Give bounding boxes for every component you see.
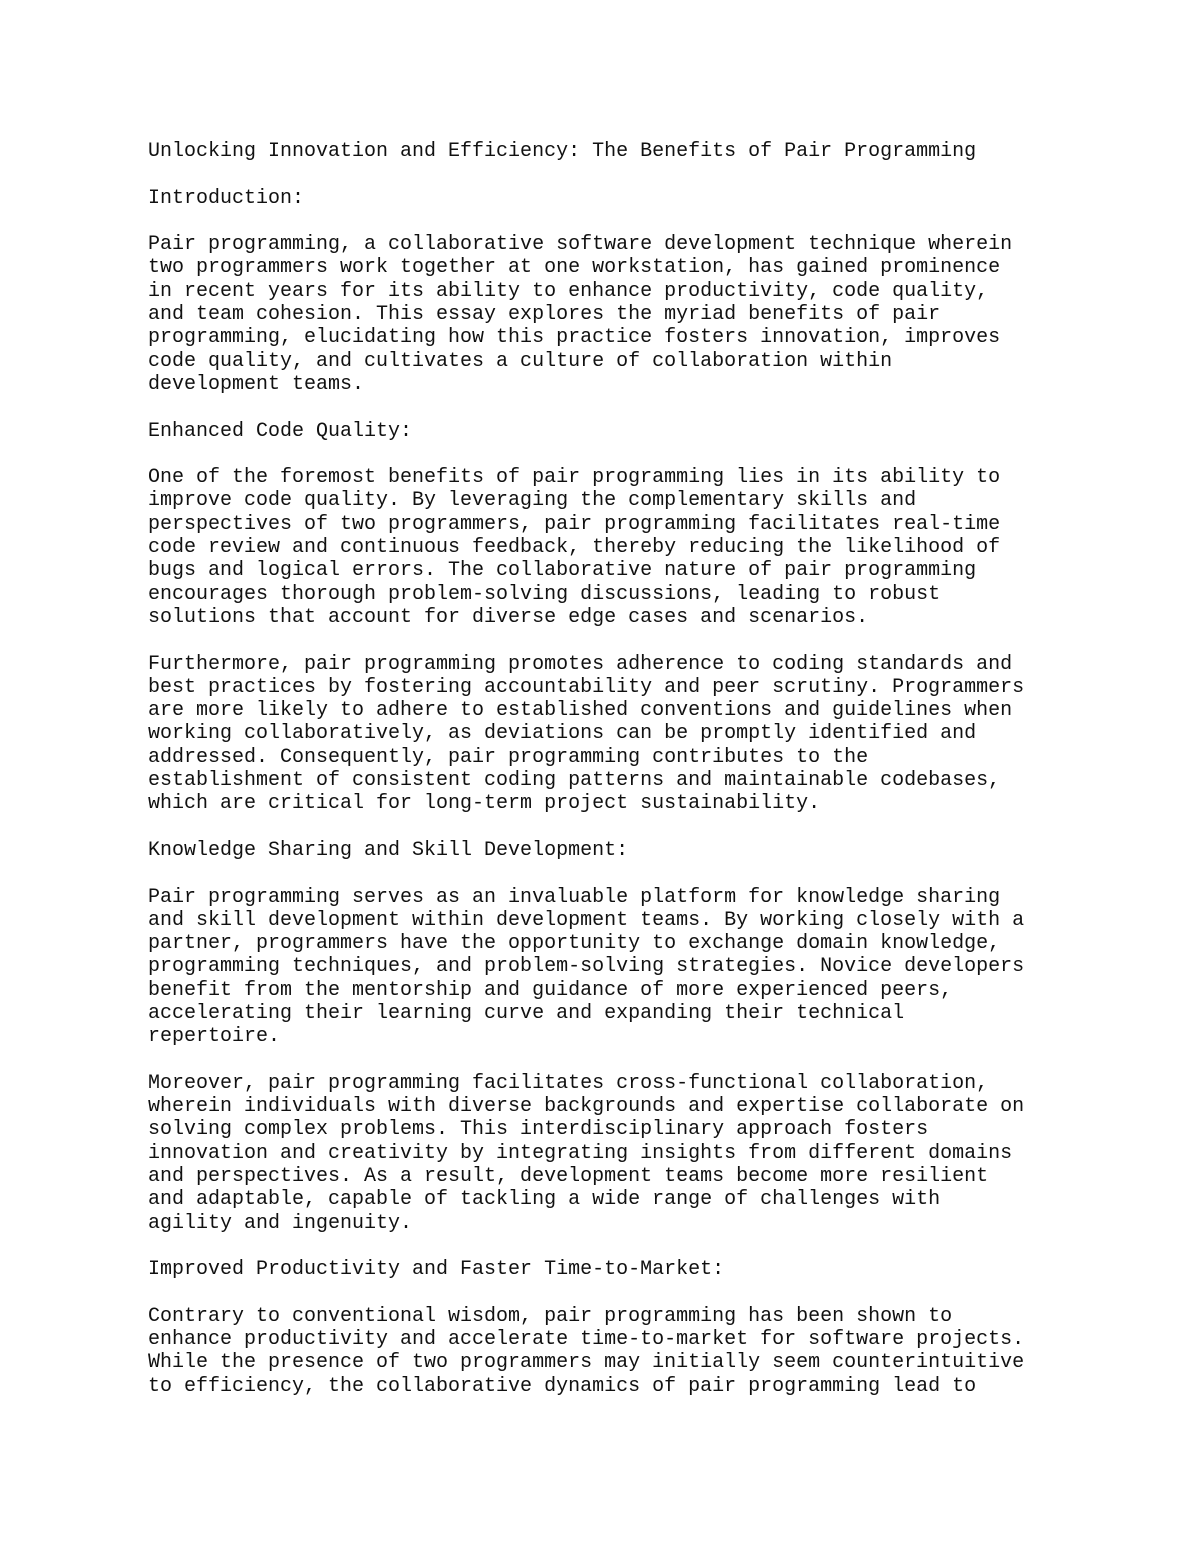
document-title: Unlocking Innovation and Efficiency: The Benefits of Pair Programming	[148, 140, 977, 163]
text-line: which are critical for long-term project sustainability.	[148, 792, 821, 816]
section-heading-improved-productivity: Improved Productivity and Faster Time-to-Market:	[148, 1258, 725, 1282]
paragraph-introduction	[148, 233, 1148, 396]
text-line: innovation and creativity by integrating insights from different domains	[148, 1141, 1013, 1165]
text-line: establishment of consistent coding patterns and maintainable codebases,	[148, 769, 1001, 793]
spacer	[148, 163, 1148, 186]
spacer	[148, 1282, 1148, 1305]
text-line: benefit from the mentorship and guidance of more experienced peers,	[148, 978, 953, 1002]
text-line: Pair programming serves as an invaluable platform for knowledge sharing	[148, 885, 1001, 909]
text-line: are more likely to adhere to established conventions and guidelines when	[148, 699, 1013, 723]
text-line: agility and ingenuity.	[148, 1211, 413, 1235]
text-line: encourages thorough problem-solving discussions, leading to robust	[148, 582, 941, 606]
text-line: improve code quality. By leveraging the complementary skills and	[148, 489, 917, 513]
text-line: Moreover, pair programming facilitates cross-functional collaboration,	[148, 1071, 989, 1095]
text-line: in recent years for its ability to enhance productivity, code quality,	[148, 279, 989, 303]
section-heading-enhanced-code-quality: Enhanced Code Quality:	[148, 419, 413, 443]
text-line: programming techniques, and problem-solving strategies. Novice developers	[148, 955, 1025, 979]
text-line: One of the foremost benefits of pair programming lies in its ability to	[148, 466, 1001, 490]
text-line: addressed. Consequently, pair programming contributes to the	[148, 745, 869, 769]
text-line: partner, programmers have the opportunity to exchange domain knowledge,	[148, 932, 1001, 956]
paragraph-code-quality-2	[148, 653, 1148, 816]
text-line: to efficiency, the collaborative dynamics of pair programming lead to	[148, 1374, 977, 1398]
text-line: best practices by fostering accountability and peer scrutiny. Programmers	[148, 675, 1025, 699]
text-line: Furthermore, pair programming promotes adherence to coding standards and	[148, 652, 1013, 676]
text-line: two programmers work together at one workstation, has gained prominence	[148, 256, 1001, 280]
paragraph-knowledge-sharing-1	[148, 886, 1148, 1049]
document-page	[148, 140, 1148, 1398]
text-line: code review and continuous feedback, thereby reducing the likelihood of	[148, 536, 1001, 560]
text-line: and team cohesion. This essay explores the myriad benefits of pair	[148, 303, 941, 327]
spacer	[148, 1235, 1148, 1258]
text-line: and skill development within development teams. By working closely with a	[148, 908, 1025, 932]
section-heading-introduction: Introduction:	[148, 186, 305, 210]
spacer	[148, 443, 1148, 466]
paragraph-knowledge-sharing-2	[148, 1072, 1148, 1235]
text-line: solutions that account for diverse edge cases and scenarios.	[148, 605, 869, 629]
text-line: programming, elucidating how this practice fosters innovation, improves	[148, 326, 1001, 350]
text-line: repertoire.	[148, 1025, 281, 1049]
text-line: While the presence of two programmers may initially seem counterintuitive	[148, 1351, 1025, 1375]
spacer	[148, 629, 1148, 652]
text-line: working collaboratively, as deviations can be promptly identified and	[148, 722, 977, 746]
section-heading-knowledge-sharing: Knowledge Sharing and Skill Development:	[148, 838, 629, 862]
spacer	[148, 1049, 1148, 1072]
paragraph-productivity-1	[148, 1305, 1148, 1398]
text-line: development teams.	[148, 372, 365, 396]
spacer	[148, 210, 1148, 233]
text-line: enhance productivity and accelerate time-to-market for software projects.	[148, 1328, 1025, 1352]
text-line: wherein individuals with diverse backgrounds and expertise collaborate on	[148, 1095, 1025, 1119]
spacer	[148, 862, 1148, 885]
text-line: solving complex problems. This interdisciplinary approach fosters	[148, 1118, 929, 1142]
text-line: perspectives of two programmers, pair programming facilitates real-time	[148, 512, 1001, 536]
text-line: and perspectives. As a result, development teams become more resilient	[148, 1165, 989, 1189]
text-line: Contrary to conventional wisdom, pair programming has been shown to	[148, 1304, 953, 1328]
spacer	[148, 396, 1148, 419]
text-line: Pair programming, a collaborative software development technique wherein	[148, 233, 1013, 257]
paragraph-code-quality-1	[148, 466, 1148, 629]
text-line: and adaptable, capable of tackling a wide range of challenges with	[148, 1188, 941, 1212]
text-line: accelerating their learning curve and expanding their technical	[148, 1001, 905, 1025]
text-line: bugs and logical errors. The collaborative nature of pair programming	[148, 559, 977, 583]
text-line: code quality, and cultivates a culture of collaboration within	[148, 349, 893, 373]
spacer	[148, 816, 1148, 839]
